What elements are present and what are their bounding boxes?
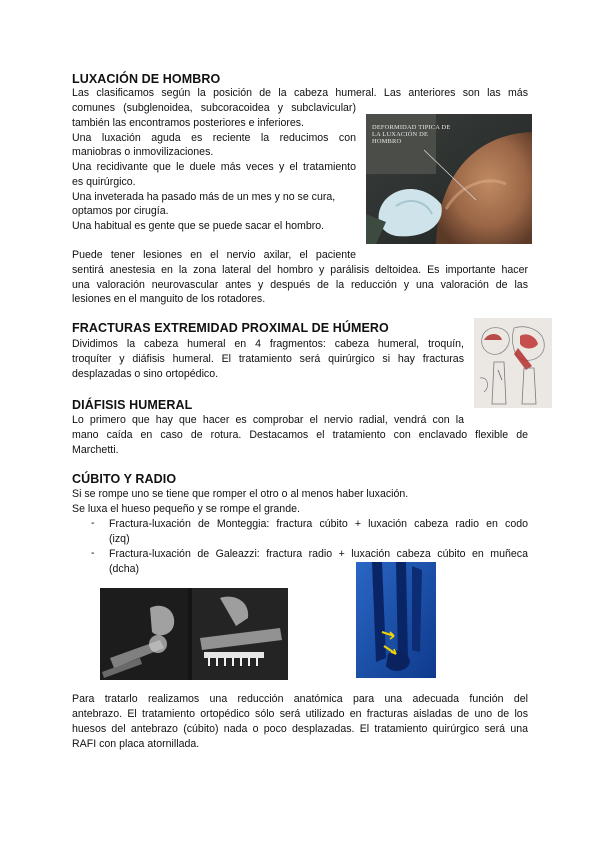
paragraph-line: optamos por cirugía.: [72, 205, 169, 217]
paragraph-line: huesos del antebrazo (cúbito) nada o poco desplazadas. El tratamiento quirúrgico será una: [72, 723, 528, 735]
paragraph-line: desplazadas o sino ortopédico.: [72, 368, 219, 380]
paragraph-line: Puede tener lesiones en el nervio axilar, el paciente: [72, 249, 356, 261]
paragraph-line: lesiones en el manguito de los rotadores.: [72, 293, 266, 305]
paragraph-line: sentirá anestesia en la zona lateral del hombro y parálisis deltoidea. Es importante hacer: [72, 264, 528, 276]
paragraph-line: es quirúrgico.: [72, 176, 136, 188]
bullet-line: (dcha): [109, 563, 140, 575]
paragraph-line: Para tratarlo realizamos una reducción anatómica para una adecuada función del: [72, 693, 528, 705]
paragraph-line: troquíter y diáfisis humeral. El tratamiento será quirúrgico si hay fracturas: [72, 353, 464, 365]
paragraph-line: mano caída en caso de rotura. Destacamos el tratamiento con enclavado flexible de: [72, 429, 528, 441]
paragraph-line: Las clasificamos según la posición de la cabeza humeral. Las anteriores son las más: [72, 87, 528, 99]
paragraph-line: comunes (subglenoidea, subcoracoidea y subclavicular): [72, 102, 356, 114]
section-title-fracturas: FRACTURAS EXTREMIDAD PROXIMAL DE HÚMERO: [72, 321, 389, 335]
paragraph-line: Una recidivante que le duele más veces y el tratamiento: [72, 161, 356, 173]
bullet-line: Fractura-luxación de Monteggia: fractura cúbito + luxación cabeza radio en codo: [109, 518, 528, 530]
bullet-line: Fractura-luxación de Galeazzi: fractura radio + luxación cabeza cúbito en muñeca: [109, 548, 528, 560]
paragraph-line: Una inveterada ha pasado más de un mes y no se cura,: [72, 191, 336, 203]
galeazzi-xray-image: [356, 562, 436, 678]
paragraph-line: maniobras o inmovilizaciones.: [72, 146, 214, 158]
paragraph-line: Lo primero que hay que hacer es comprobar el nervio radial, vendrá con la: [72, 414, 464, 426]
bullet-marker: -: [91, 517, 95, 529]
section-title-cubito: CÚBITO Y RADIO: [72, 472, 177, 486]
paragraph-line: también las encontramos posteriores e inferiores.: [72, 117, 304, 129]
section-title-diafisis: DIÁFISIS HUMERAL: [72, 398, 193, 412]
photo-caption: DEFORMIDAD TIPICA DE LA LUXACIÓN DE HOMBRO: [372, 124, 451, 145]
paragraph-line: Una habitual es gente que se puede sacar el hombro.: [72, 220, 325, 232]
bullet-line: (izq): [109, 533, 130, 545]
paragraph-line: RAFI con placa atornillada.: [72, 738, 200, 750]
paragraph-line: Si se rompe uno se tiene que romper el otro o al menos haber luxación.: [72, 488, 409, 500]
monteggia-xray-images: [100, 588, 288, 680]
paragraph-line: Marchetti.: [72, 444, 119, 456]
paragraph-line: una valoración neurovascular antes y después de la reducción y una valoración de las: [72, 279, 528, 291]
humeral-fragments-diagram: [474, 318, 552, 408]
bullet-marker: -: [91, 547, 95, 559]
paragraph-line: antebrazo. El tratamiento ortopédico sólo será utilizado en fracturas aisladas de uno de los: [72, 708, 528, 720]
paragraph-line: Una luxación aguda es reciente la reducimos con: [72, 132, 356, 144]
paragraph-line: Se luxa el hueso pequeño y se rompe el grande.: [72, 503, 300, 515]
paragraph-line: Dividimos la cabeza humeral en 4 fragmentos: cabeza humeral, troquín,: [72, 338, 464, 350]
section-title-luxacion: LUXACIÓN DE HOMBRO: [72, 72, 221, 86]
shoulder-dislocation-photo: [366, 114, 532, 244]
